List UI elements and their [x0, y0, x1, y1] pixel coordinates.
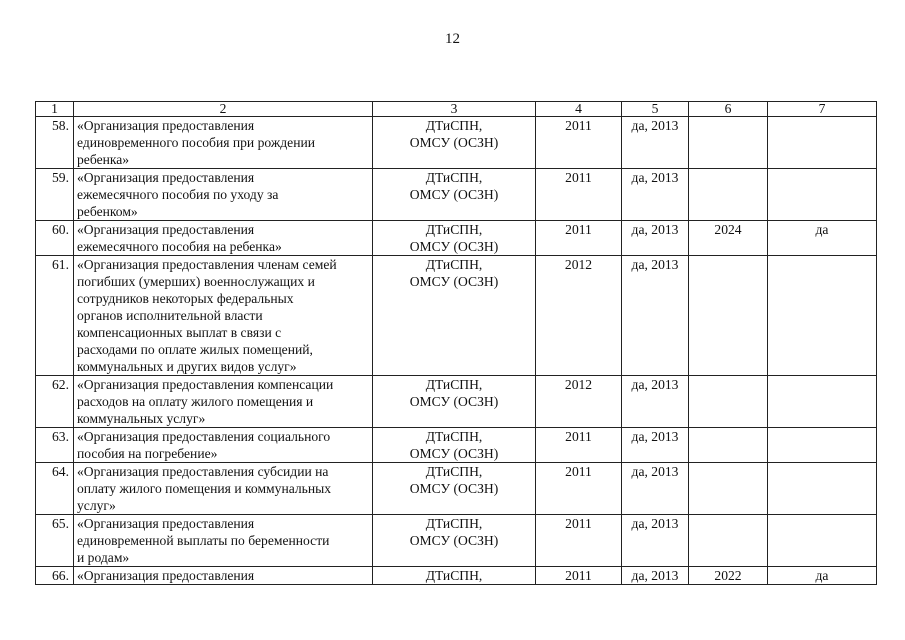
executor [373, 463, 536, 515]
service-name-line: ребенком» [77, 204, 138, 219]
executor-line: ДТиСПН, [425, 222, 483, 237]
service-name-line: погибших (умерших) военнослужащих и [77, 274, 315, 289]
service-name-line: «Организация предоставления [77, 170, 255, 185]
executor-line: ОМСУ (ОСЗН) [409, 446, 499, 461]
table-row [36, 169, 877, 221]
row-number: 58. [36, 117, 74, 169]
col7-value: да [768, 221, 877, 256]
service-name-line: оплату жилого помещения и коммунальных [77, 481, 332, 496]
col6-value [689, 515, 768, 567]
table-body [36, 117, 877, 585]
table-row [36, 221, 877, 256]
header-col-2: 2 [74, 102, 373, 117]
table-row [36, 117, 877, 169]
executor [373, 515, 536, 567]
col7-value [768, 376, 877, 428]
executor [373, 256, 536, 376]
row-number: 64. [36, 463, 74, 515]
col6-value [689, 463, 768, 515]
row-number: 62. [36, 376, 74, 428]
col6-value [689, 428, 768, 463]
service-name [74, 515, 373, 567]
service-name [74, 169, 373, 221]
service-name-line: ребенка» [77, 152, 130, 167]
service-name-line: «Организация предоставления [77, 516, 255, 531]
service-name-line: и родам» [77, 550, 130, 565]
service-name-line: единовременного пособия при рождении [77, 135, 316, 150]
executor-line: ОМСУ (ОСЗН) [409, 239, 499, 254]
executor [373, 428, 536, 463]
service-name-line: услуг» [77, 498, 116, 513]
executor [373, 117, 536, 169]
col7-value [768, 169, 877, 221]
services-table [35, 101, 877, 585]
row-number: 60. [36, 221, 74, 256]
executor-line: ОМСУ (ОСЗН) [409, 394, 499, 409]
executor [373, 169, 536, 221]
row-number: 59. [36, 169, 74, 221]
col7-value [768, 256, 877, 376]
service-name-line: «Организация предоставления [77, 568, 255, 583]
executor-line: ДТиСПН, [425, 464, 483, 479]
service-name-line: органов исполнительной власти [77, 308, 263, 323]
year: 2011 [536, 169, 622, 221]
header-col-1: 1 [36, 102, 74, 117]
status: да, 2013 [622, 376, 689, 428]
col7-value: да [768, 567, 877, 585]
year: 2011 [536, 463, 622, 515]
executor-line: ДТиСПН, [425, 170, 483, 185]
col6-value [689, 117, 768, 169]
executor-line: ДТиСПН, [425, 516, 483, 531]
executor-line: ОМСУ (ОСЗН) [409, 187, 499, 202]
status: да, 2013 [622, 463, 689, 515]
executor [373, 221, 536, 256]
page-number: 12 [445, 31, 460, 47]
executor-line: ДТиСПН, [425, 118, 483, 133]
table-row [36, 515, 877, 567]
table-row [36, 376, 877, 428]
header-col-7: 7 [768, 102, 877, 117]
col7-value [768, 463, 877, 515]
status: да, 2013 [622, 169, 689, 221]
service-name [74, 428, 373, 463]
col6-value [689, 169, 768, 221]
col6-value: 2024 [689, 221, 768, 256]
service-name-line: «Организация предоставления членам семей [77, 257, 337, 272]
status: да, 2013 [622, 221, 689, 256]
status: да, 2013 [622, 515, 689, 567]
executor-line: ОМСУ (ОСЗН) [409, 135, 499, 150]
row-number: 63. [36, 428, 74, 463]
service-name-line: коммунальных услуг» [77, 411, 206, 426]
executor-line: ДТиСПН, [425, 568, 483, 583]
service-name-line: расходов на оплату жилого помещения и [77, 394, 314, 409]
service-name-line: «Организация предоставления субсидии на [77, 464, 329, 479]
status: да, 2013 [622, 117, 689, 169]
status: да, 2013 [622, 567, 689, 585]
service-name-line: «Организация предоставления социального [77, 429, 331, 444]
col7-value [768, 515, 877, 567]
service-name-line: единовременной выплаты по беременности [77, 533, 330, 548]
executor-line: ДТиСПН, [425, 257, 483, 272]
service-name-line: «Организация предоставления компенсации [77, 377, 334, 392]
status: да, 2013 [622, 428, 689, 463]
col6-value [689, 256, 768, 376]
table-row [36, 256, 877, 376]
service-name [74, 463, 373, 515]
executor [373, 567, 536, 585]
table-row [36, 463, 877, 515]
status: да, 2013 [622, 256, 689, 376]
executor-line: ОМСУ (ОСЗН) [409, 481, 499, 496]
service-name-line: «Организация предоставления [77, 118, 255, 133]
service-name-line: ежемесячного пособия на ребенка» [77, 239, 282, 254]
col6-value [689, 376, 768, 428]
service-name-line: сотрудников некоторых федеральных [77, 291, 294, 306]
service-name-line: компенсационных выплат в связи с [77, 325, 282, 340]
year: 2011 [536, 221, 622, 256]
row-number: 61. [36, 256, 74, 376]
executor-line: ОМСУ (ОСЗН) [409, 274, 499, 289]
col7-value [768, 428, 877, 463]
service-name-line: пособия на погребение» [77, 446, 218, 461]
table-header-row [36, 102, 877, 117]
service-name-line: «Организация предоставления [77, 222, 255, 237]
row-number: 65. [36, 515, 74, 567]
header-col-5: 5 [622, 102, 689, 117]
header-col-3: 3 [373, 102, 536, 117]
executor-line: ДТиСПН, [425, 429, 483, 444]
col7-value [768, 117, 877, 169]
service-name-line: ежемесячного пособия по уходу за [77, 187, 279, 202]
year: 2011 [536, 117, 622, 169]
col6-value: 2022 [689, 567, 768, 585]
service-name [74, 376, 373, 428]
service-name-line: коммунальных и других видов услуг» [77, 359, 297, 374]
year: 2012 [536, 376, 622, 428]
header-col-4: 4 [536, 102, 622, 117]
year: 2011 [536, 515, 622, 567]
executor [373, 376, 536, 428]
year: 2011 [536, 428, 622, 463]
service-name [74, 256, 373, 376]
service-name [74, 117, 373, 169]
year: 2011 [536, 567, 622, 585]
table-row [36, 567, 877, 585]
row-number: 66. [36, 567, 74, 585]
header-col-6: 6 [689, 102, 768, 117]
service-name-line: расходами по оплате жилых помещений, [77, 342, 313, 357]
executor-line: ДТиСПН, [425, 377, 483, 392]
table-row [36, 428, 877, 463]
executor-line: ОМСУ (ОСЗН) [409, 533, 499, 548]
service-name [74, 221, 373, 256]
service-name [74, 567, 373, 585]
year: 2012 [536, 256, 622, 376]
